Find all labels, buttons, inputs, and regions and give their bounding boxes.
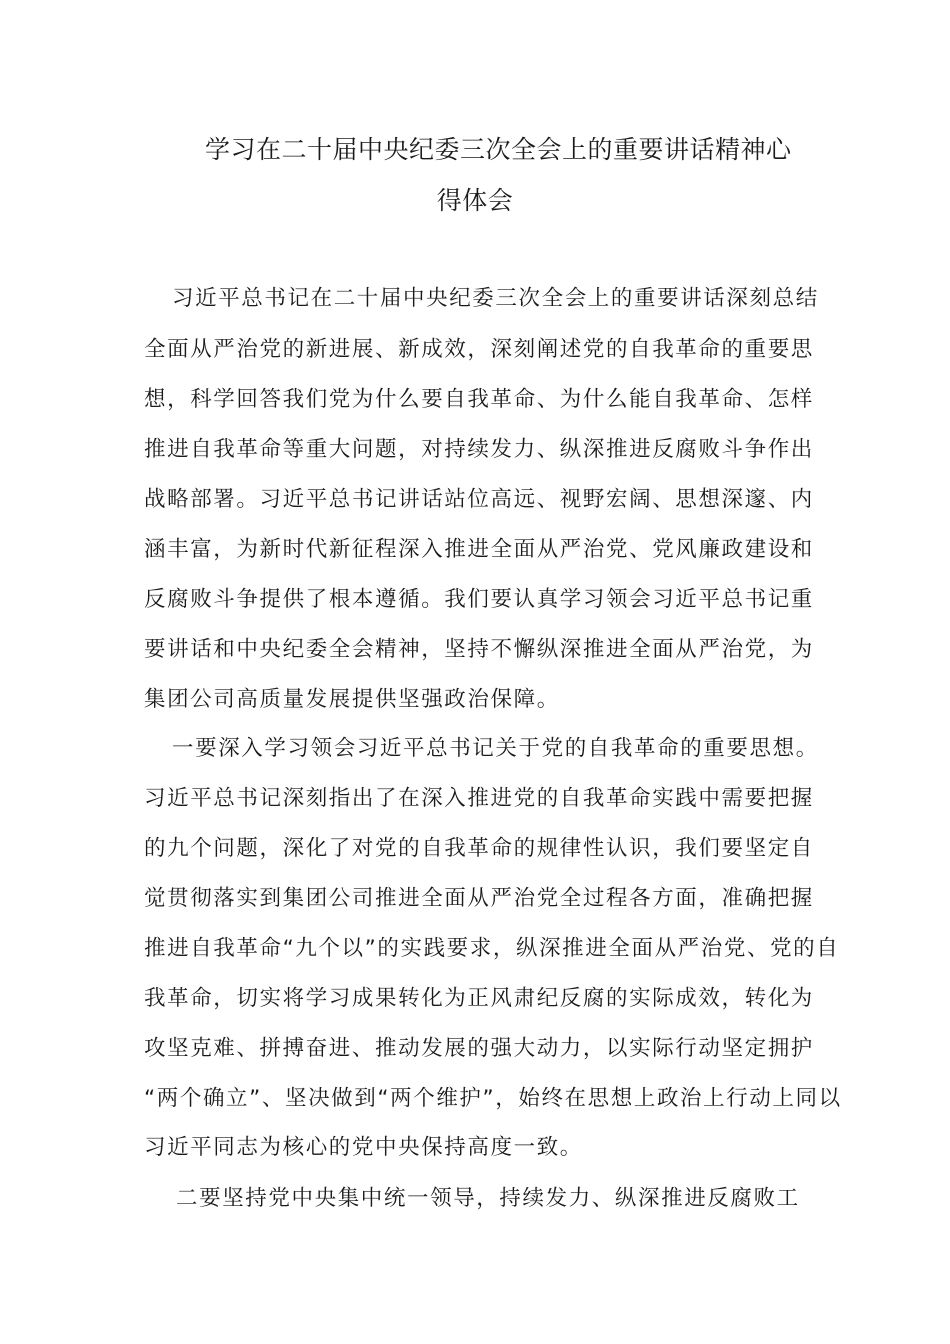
- paragraph-1-line-9: 集团公司高质量发展提供坚强政治保障。: [144, 687, 560, 712]
- paragraph-3-line-1: 二要坚持党中央集中统一领导，持续发力、纵深推进反腐败工: [176, 1186, 800, 1211]
- paragraph-2-line-8: “两个确立”、坚决做到“两个维护”，始终在思想上政治上行动上同以: [144, 1086, 842, 1111]
- paragraph-1-line-7: 反腐败斗争提供了根本遵循。我们要认真学习领会习近平总书记重: [144, 587, 814, 612]
- paragraph-2-line-5: 推进自我革命“九个以”的实践要求，纵深推进全面从严治党、党的自: [144, 936, 840, 961]
- paragraph-1-line-1: 习近平总书记在二十届中央纪委三次全会上的重要讲话深刻总结: [172, 286, 819, 311]
- paragraph-2-line-1: 一要深入学习领会习近平总书记关于党的自我革命的重要思想。: [172, 736, 819, 761]
- paragraph-2-line-3: 的九个问题，深化了对党的自我革命的规律性认识，我们要坚定自: [144, 836, 814, 861]
- paragraph-2-line-9: 习近平同志为核心的党中央保持高度一致。: [144, 1135, 583, 1160]
- paragraph-1-line-8: 要讲话和中央纪委全会精神，坚持不懈纵深推进全面从严治党，为: [144, 637, 814, 662]
- paragraph-1-line-6: 涵丰富，为新时代新征程深入推进全面从严治党、党风廉政建设和: [144, 537, 814, 562]
- document-title-line-2: 得体会: [436, 186, 514, 215]
- paragraph-2-line-2: 习近平总书记深刻指出了在深入推进党的自我革命实践中需要把握: [144, 786, 814, 811]
- paragraph-2-line-6: 我革命，切实将学习成果转化为正风肃纪反腐的实际成效，转化为: [144, 986, 814, 1011]
- document-title-line-1: 学习在二十届中央纪委三次全会上的重要讲话精神心: [205, 135, 792, 164]
- paragraph-1-line-2: 全面从严治党的新进展、新成效，深刻阐述党的自我革命的重要思: [144, 337, 814, 362]
- paragraph-2-line-4: 觉贯彻落实到集团公司推进全面从严治党全过程各方面，准确把握: [144, 886, 814, 911]
- paragraph-1-line-4: 推进自我革命等重大问题，对持续发力、纵深推进反腐败斗争作出: [144, 437, 814, 462]
- paragraph-1-line-3: 想，科学回答我们党为什么要自我革命、为什么能自我革命、怎样: [144, 387, 814, 412]
- paragraph-1-line-5: 战略部署。习近平总书记讲话站位高远、视野宏阔、思想深邃、内: [144, 487, 814, 512]
- paragraph-2-line-7: 攻坚克难、拼搏奋进、推动发展的强大动力，以实际行动坚定拥护: [144, 1036, 814, 1061]
